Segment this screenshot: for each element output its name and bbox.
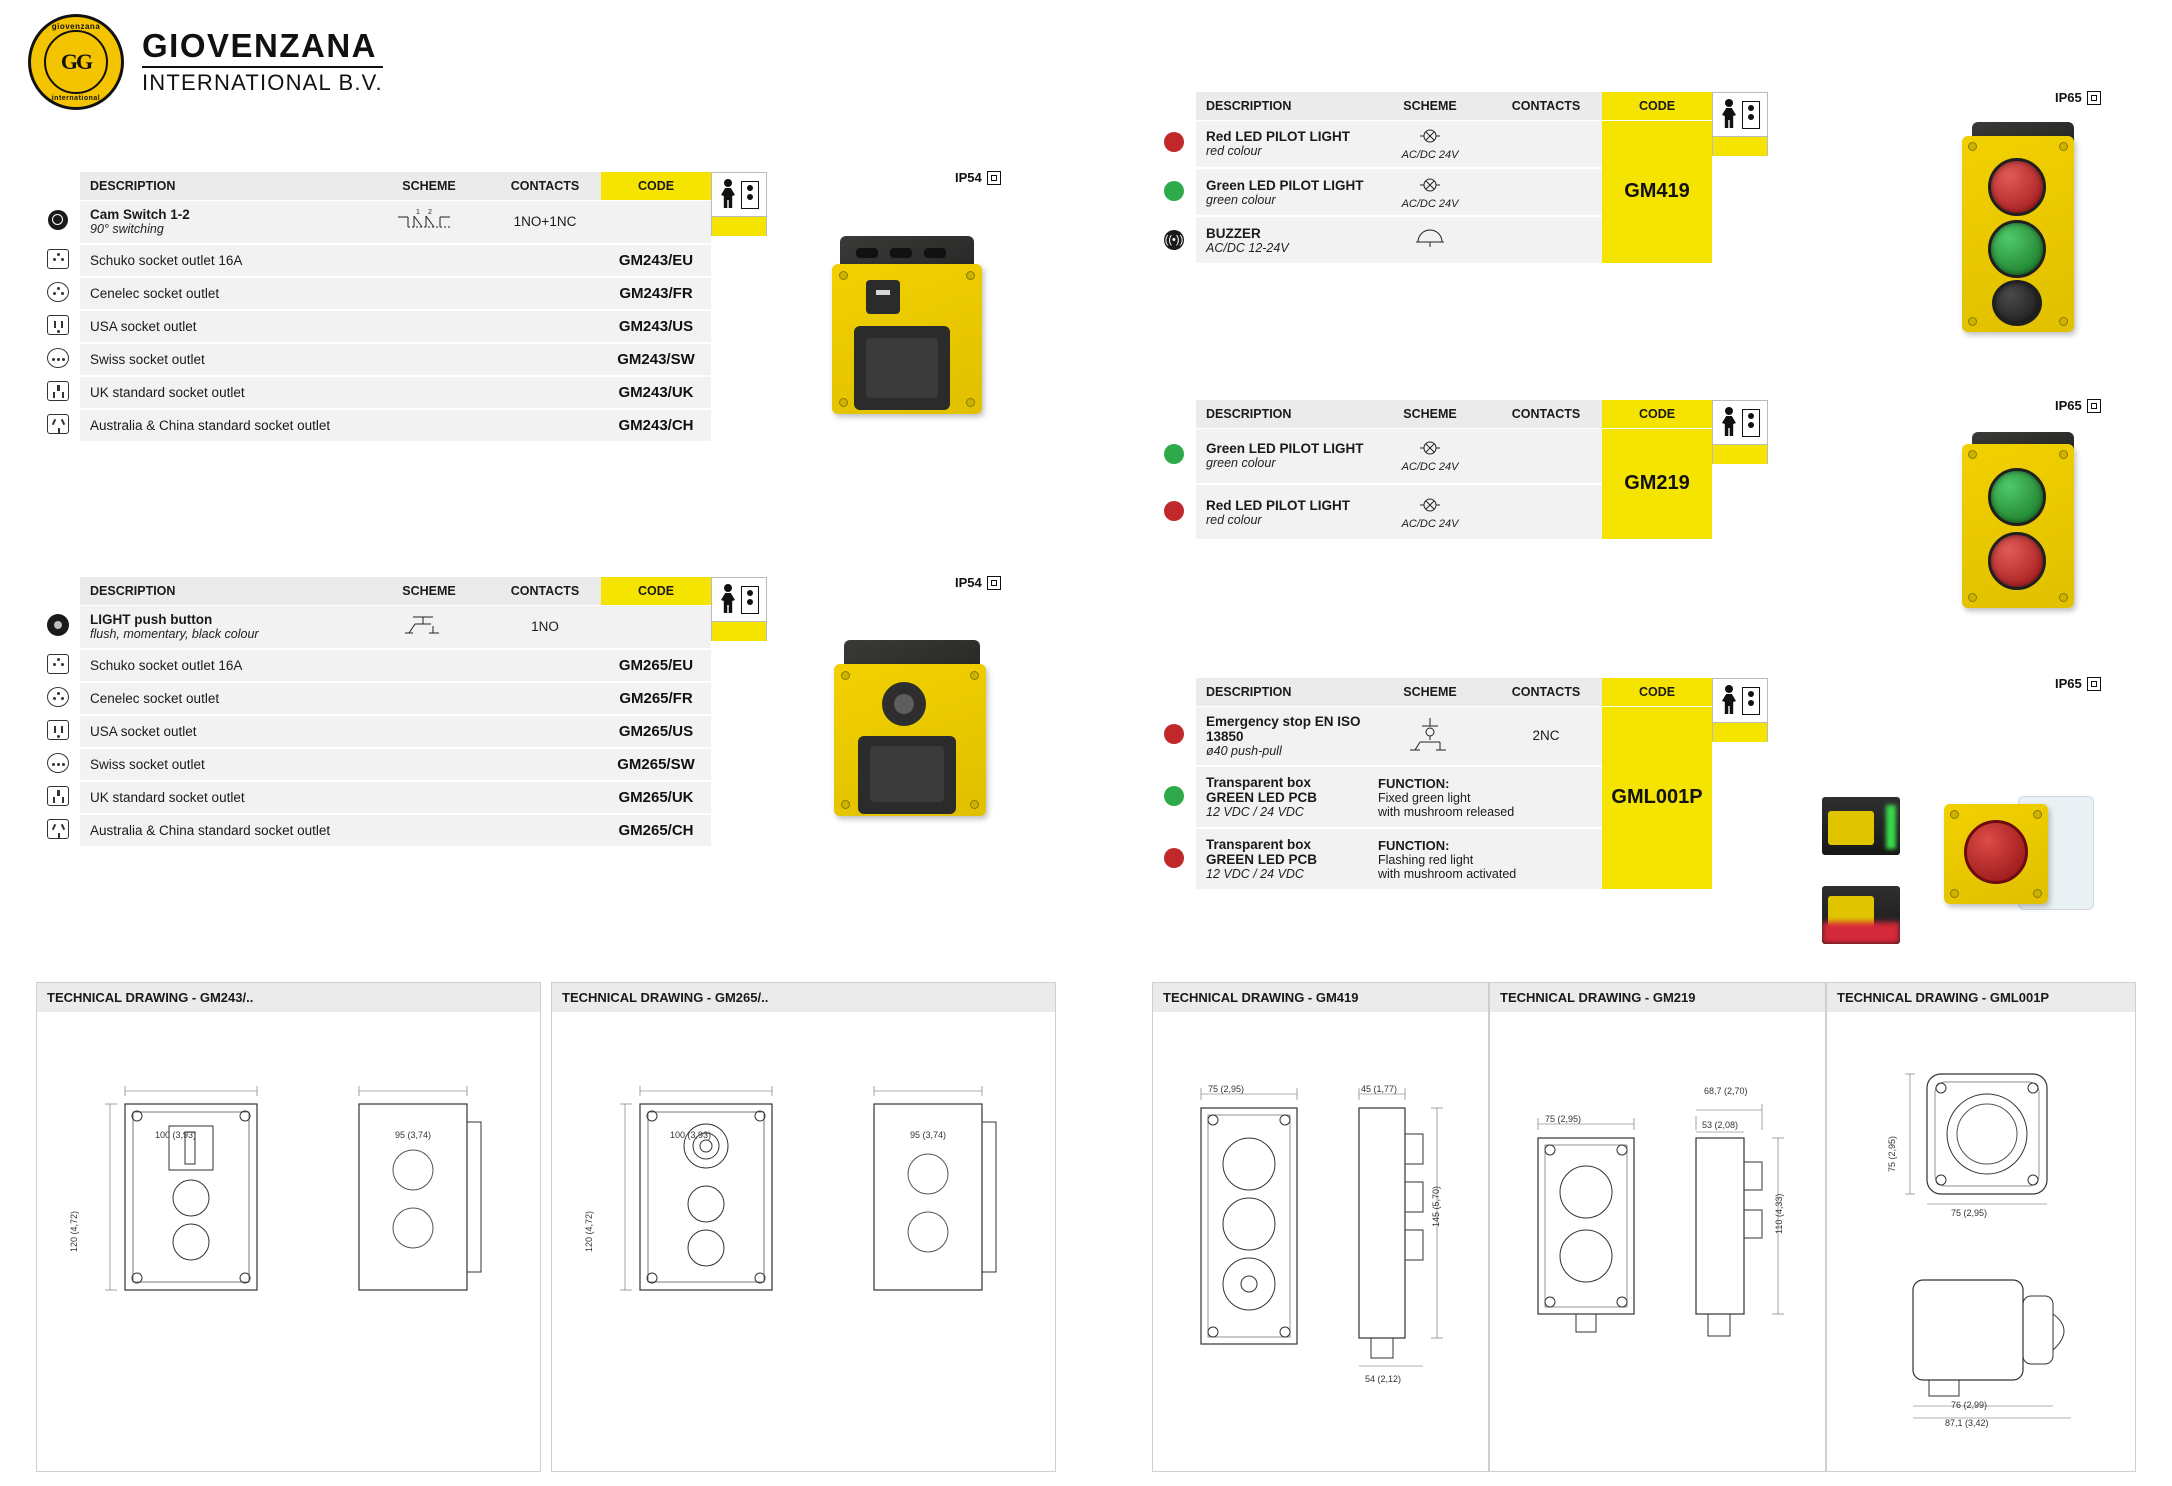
- header-spacer: [36, 172, 80, 200]
- schuko-socket-icon: [36, 244, 80, 277]
- scheme-empty: [369, 376, 489, 409]
- dim-height-front: 120 (4,72): [584, 1210, 594, 1252]
- dim-height-side: 110 (4,33): [1774, 1193, 1784, 1234]
- contacts-empty: [1490, 428, 1602, 484]
- cenelec-socket-icon: [36, 277, 80, 310]
- row-code: GM243/UK: [601, 376, 711, 409]
- row-description: Australia & China standard socket outlet: [80, 814, 369, 847]
- td-title: TECHNICAL DRAWING - GM419: [1153, 983, 1488, 1012]
- row-title: Emergency stop EN ISO 13850: [1206, 713, 1361, 744]
- row-description: Australia & China standard socket outlet: [80, 409, 369, 442]
- contacts-empty: [489, 814, 601, 847]
- logo-arc-bottom: international: [51, 95, 101, 102]
- contacts-empty: [489, 715, 601, 748]
- table-row: [36, 310, 711, 343]
- table-gm419: [1152, 92, 1712, 265]
- td-title: TECHNICAL DRAWING - GM265/..: [552, 983, 1055, 1012]
- dim-width-front: 75 (2,95): [1208, 1084, 1245, 1094]
- row-subtitle: 12 VDC / 24 VDC: [1206, 867, 1304, 881]
- row-code: GM243/EU: [601, 244, 711, 277]
- header-contacts: CONTACTS: [1490, 400, 1602, 428]
- swiss-socket-icon: [36, 343, 80, 376]
- dim-width-side: 95 (3,74): [910, 1130, 947, 1140]
- table-header-row: [36, 172, 711, 200]
- dim-height-front: 75 (2,95): [1887, 1135, 1897, 1172]
- lamp-symbol: [1370, 168, 1490, 216]
- row-contacts: 1NO: [489, 605, 601, 649]
- dim-width-side: 53 (2,08): [1702, 1120, 1739, 1130]
- header-scheme: SCHEME: [1370, 400, 1490, 428]
- technical-drawing-gml001p: [1826, 982, 2136, 1472]
- row-description: [1196, 120, 1370, 168]
- contacts-empty: [1490, 216, 1602, 264]
- table-row: [1152, 706, 1712, 766]
- contacts-empty: [489, 781, 601, 814]
- table-row: [36, 748, 711, 781]
- product-photo-gml001p: [1940, 790, 2100, 920]
- person-pictogram: [711, 577, 767, 641]
- row-title: Green LED PILOT LIGHT: [1206, 441, 1364, 457]
- row-title: Green LED PILOT LIGHT: [1206, 177, 1364, 193]
- red-dot-icon: [1152, 484, 1196, 540]
- enclosure-icon: [987, 576, 1001, 590]
- scheme-label: AC/DC 24V: [1401, 461, 1459, 474]
- dim-width-side: 45 (1,77): [1361, 1084, 1398, 1094]
- enclosure-icon: [2087, 399, 2101, 413]
- function-cell: [1370, 828, 1602, 890]
- buzzer-dot-icon: ((•)): [1152, 216, 1196, 264]
- technical-drawing-gm243: [36, 982, 541, 1472]
- row-description: UK standard socket outlet: [80, 781, 369, 814]
- function-line-2: with mushroom released: [1378, 804, 1515, 819]
- logo-divider: [142, 66, 383, 68]
- table-row: [36, 409, 711, 442]
- scheme-empty: [369, 781, 489, 814]
- row-code: GM265/CH: [601, 814, 711, 847]
- row-title-2: GREEN LED PCB: [1206, 790, 1318, 805]
- row-subtitle: 12 VDC / 24 VDC: [1206, 805, 1304, 819]
- product-photo-gm419: [1962, 122, 2086, 342]
- td-title: TECHNICAL DRAWING - GM219: [1490, 983, 1825, 1012]
- row-code-empty: [601, 605, 711, 649]
- scheme-empty: [369, 343, 489, 376]
- ip-rating-gm243: [955, 170, 1001, 185]
- header-description: DESCRIPTION: [1196, 92, 1370, 120]
- code-value: GML001P: [1611, 786, 1703, 809]
- au-cn-socket-icon: [36, 814, 80, 847]
- row-description: [80, 200, 369, 244]
- table-header-row: [1152, 92, 1712, 120]
- product-photo-gm243: [826, 236, 988, 434]
- row-description: [1196, 828, 1370, 890]
- row-title: Transparent box: [1206, 775, 1312, 790]
- dim-width-total: 68,7 (2,70): [1704, 1086, 1748, 1096]
- green-dot-icon: [1152, 766, 1196, 828]
- lamp-symbol: [1370, 120, 1490, 168]
- header-scheme: SCHEME: [1370, 92, 1490, 120]
- row-description: Swiss socket outlet: [80, 748, 369, 781]
- row-description: Cenelec socket outlet: [80, 277, 369, 310]
- header-spacer: [1152, 92, 1196, 120]
- contacts-empty: [489, 748, 601, 781]
- row-description: USA socket outlet: [80, 715, 369, 748]
- person-pictogram: [1712, 400, 1768, 464]
- company-logo: [28, 14, 383, 110]
- function-title: FUNCTION:: [1378, 775, 1450, 791]
- green-led-pcb-photo: [1822, 797, 1900, 855]
- cenelec-socket-icon: [36, 682, 80, 715]
- contacts-empty: [1490, 120, 1602, 168]
- row-code: GM265/EU: [601, 649, 711, 682]
- row-code: GM243/SW: [601, 343, 711, 376]
- row-code: GM265/US: [601, 715, 711, 748]
- lamp-symbol: [1370, 484, 1490, 540]
- logo-arc-top: giovenzana: [51, 22, 101, 31]
- table-row: [1152, 428, 1712, 484]
- product-photo-gm219: [1962, 432, 2086, 618]
- function-line-1: Fixed green light: [1378, 790, 1471, 805]
- row-description: Schuko socket outlet 16A: [80, 649, 369, 682]
- code-value: GM419: [1624, 180, 1690, 203]
- header-spacer: [1152, 400, 1196, 428]
- row-code: GM265/UK: [601, 781, 711, 814]
- ip-rating-gm219: [2055, 398, 2101, 413]
- header-description: DESCRIPTION: [1196, 678, 1370, 706]
- table-row: [36, 814, 711, 847]
- red-led-pcb-photo: [1822, 886, 1900, 944]
- cam-switch-icon: [36, 200, 80, 244]
- contacts-empty: [489, 376, 601, 409]
- red-dot-icon: [1152, 706, 1196, 766]
- dim-width-front: 100 (3,93): [155, 1130, 197, 1140]
- usa-socket-icon: [36, 715, 80, 748]
- ip-label: IP65: [2055, 676, 2082, 691]
- product-photo-gm265: [826, 640, 996, 900]
- ip-label: IP54: [955, 575, 982, 590]
- table-row: [1152, 120, 1712, 168]
- header-contacts: CONTACTS: [489, 577, 601, 605]
- row-code: GM265/FR: [601, 682, 711, 715]
- row-subtitle: AC/DC 12-24V: [1206, 240, 1289, 255]
- row-description: [1196, 428, 1370, 484]
- row-contacts: 2NC: [1490, 706, 1602, 766]
- ip-label: IP65: [2055, 398, 2082, 413]
- table-gm219: [1152, 400, 1712, 541]
- header-description: DESCRIPTION: [1196, 400, 1370, 428]
- table-row: [36, 343, 711, 376]
- scheme-empty: [369, 277, 489, 310]
- row-subtitle: red colour: [1206, 144, 1262, 159]
- table-header-row: [1152, 400, 1712, 428]
- dim-width-front: 75 (2,95): [1951, 1208, 1988, 1218]
- row-subtitle: ø40 push-pull: [1206, 743, 1282, 758]
- usa-socket-icon: [36, 310, 80, 343]
- header-code: CODE: [601, 172, 711, 200]
- row-description: UK standard socket outlet: [80, 376, 369, 409]
- table-row: [36, 715, 711, 748]
- red-dot-icon: [1152, 120, 1196, 168]
- contacts-empty: [489, 409, 601, 442]
- scheme-empty: [369, 748, 489, 781]
- scheme-label: AC/DC 24V: [1401, 197, 1459, 210]
- dim-depth-2: 87,1 (3,42): [1945, 1418, 1989, 1428]
- technical-drawing-gm219: [1489, 982, 1826, 1472]
- row-code: GM243/CH: [601, 409, 711, 442]
- header-contacts: CONTACTS: [1490, 678, 1602, 706]
- person-pictogram: [711, 172, 767, 236]
- scheme-symbol: [369, 605, 489, 649]
- contacts-empty: [1490, 168, 1602, 216]
- contacts-empty: [489, 244, 601, 277]
- dim-depth: 54 (2,12): [1365, 1374, 1402, 1384]
- ip-label: IP54: [955, 170, 982, 185]
- row-subtitle: flush, momentary, black colour: [90, 627, 259, 642]
- header-spacer: [36, 577, 80, 605]
- enclosure-icon: [2087, 677, 2101, 691]
- product-code-gml001p: [1602, 706, 1712, 890]
- row-code: GM243/FR: [601, 277, 711, 310]
- svg-text:1: 1: [416, 209, 420, 217]
- svg-text:2: 2: [428, 209, 432, 217]
- table-row: [36, 277, 711, 310]
- ip-rating-gml001p: [2055, 676, 2101, 691]
- header-spacer: [1152, 678, 1196, 706]
- product-code-gm419: [1602, 120, 1712, 264]
- scheme-empty: [369, 409, 489, 442]
- row-subtitle: 90° switching: [90, 222, 164, 237]
- scheme-empty: [369, 244, 489, 277]
- contacts-empty: [489, 343, 601, 376]
- schuko-socket-icon: [36, 649, 80, 682]
- red-dot-icon: [1152, 828, 1196, 890]
- brand-subtitle: INTERNATIONAL B.V.: [142, 69, 383, 95]
- header-code: CODE: [1602, 678, 1712, 706]
- technical-drawing-gm265: [551, 982, 1056, 1472]
- header-scheme: SCHEME: [369, 172, 489, 200]
- uk-socket-icon: [36, 376, 80, 409]
- dim-height-side: 145 (5,70): [1431, 1185, 1441, 1227]
- header-contacts: CONTACTS: [489, 172, 601, 200]
- table-row: [36, 244, 711, 277]
- header-code: CODE: [1602, 400, 1712, 428]
- scheme-label: AC/DC 24V: [1401, 517, 1459, 530]
- estop-symbol: [1370, 706, 1490, 766]
- table-gm243: [36, 172, 711, 443]
- header-code: CODE: [1602, 92, 1712, 120]
- table-row: [36, 649, 711, 682]
- au-cn-socket-icon: [36, 409, 80, 442]
- logo-initials: GG: [44, 30, 108, 94]
- row-description: Schuko socket outlet 16A: [80, 244, 369, 277]
- td-title: TECHNICAL DRAWING - GML001P: [1827, 983, 2135, 1012]
- brand-name: GIOVENZANA: [142, 27, 378, 65]
- dim-width-side: 95 (3,74): [395, 1130, 432, 1140]
- table-row: [36, 781, 711, 814]
- contacts-empty: [489, 682, 601, 715]
- row-description: [1196, 216, 1370, 264]
- person-pictogram: [1712, 92, 1768, 156]
- row-description: [1196, 484, 1370, 540]
- row-description: [1196, 168, 1370, 216]
- header-scheme: SCHEME: [1370, 678, 1490, 706]
- contacts-empty: [489, 277, 601, 310]
- table-gml001p: [1152, 678, 1712, 891]
- dim-width-front: 75 (2,95): [1545, 1114, 1582, 1124]
- function-cell: [1370, 766, 1602, 828]
- row-subtitle: green colour: [1206, 456, 1276, 471]
- table-header-row: [36, 577, 711, 605]
- scheme-empty: [369, 649, 489, 682]
- code-value: GM219: [1624, 472, 1690, 495]
- row-description: [1196, 706, 1370, 766]
- row-description: USA socket outlet: [80, 310, 369, 343]
- table-header-row: [1152, 678, 1712, 706]
- buzzer-symbol: [1370, 216, 1490, 264]
- table-row: [36, 605, 711, 649]
- scheme-empty: [369, 715, 489, 748]
- function-line-2: with mushroom activated: [1378, 866, 1517, 881]
- product-code-gm219: [1602, 428, 1712, 540]
- enclosure-icon: [987, 171, 1001, 185]
- green-dot-icon: [1152, 168, 1196, 216]
- dim-height-front: 120 (4,72): [69, 1210, 79, 1252]
- scheme-empty: [369, 310, 489, 343]
- contacts-empty: [1490, 484, 1602, 540]
- table-row: [36, 200, 711, 244]
- person-pictogram: [1712, 678, 1768, 742]
- table-gm265: [36, 577, 711, 848]
- scheme-label: AC/DC 24V: [1401, 149, 1459, 162]
- row-title: Red LED PILOT LIGHT: [1206, 129, 1350, 145]
- scheme-empty: [369, 682, 489, 715]
- contacts-empty: [489, 649, 601, 682]
- logo-wordmark: [142, 29, 383, 95]
- td-title: TECHNICAL DRAWING - GM243/..: [37, 983, 540, 1012]
- row-code: GM265/SW: [601, 748, 711, 781]
- table-row: [36, 376, 711, 409]
- table-row: [36, 682, 711, 715]
- ip-rating-gm265: [955, 575, 1001, 590]
- row-title: Transparent box: [1206, 837, 1312, 852]
- scheme-symbol: [369, 200, 489, 244]
- row-title: BUZZER: [1206, 225, 1261, 241]
- row-code: GM243/US: [601, 310, 711, 343]
- header-code: CODE: [601, 577, 711, 605]
- enclosure-icon: [2087, 91, 2101, 105]
- function-line-1: Flashing red light: [1378, 852, 1474, 867]
- uk-socket-icon: [36, 781, 80, 814]
- header-contacts: CONTACTS: [1490, 92, 1602, 120]
- header-scheme: SCHEME: [369, 577, 489, 605]
- row-description: [1196, 766, 1370, 828]
- dim-width-front: 100 (3,93): [670, 1130, 712, 1140]
- logo-mark-icon: [28, 14, 124, 110]
- row-title-2: GREEN LED PCB: [1206, 852, 1318, 867]
- function-title: FUNCTION:: [1378, 837, 1450, 853]
- lamp-symbol: [1370, 428, 1490, 484]
- row-title: Red LED PILOT LIGHT: [1206, 497, 1350, 513]
- dim-depth-1: 76 (2,99): [1951, 1400, 1988, 1410]
- ip-rating-gm419: [2055, 90, 2101, 105]
- green-dot-icon: [1152, 428, 1196, 484]
- header-description: DESCRIPTION: [80, 172, 369, 200]
- row-title: LIGHT push button: [90, 612, 213, 628]
- technical-drawing-gm419: [1152, 982, 1489, 1472]
- row-description: [80, 605, 369, 649]
- scheme-empty: [369, 814, 489, 847]
- header-description: DESCRIPTION: [80, 577, 369, 605]
- row-subtitle: green colour: [1206, 192, 1276, 207]
- row-description: Swiss socket outlet: [80, 343, 369, 376]
- push-button-icon: [36, 605, 80, 649]
- row-subtitle: red colour: [1206, 512, 1262, 527]
- row-title: Cam Switch 1-2: [90, 207, 190, 223]
- row-code-empty: [601, 200, 711, 244]
- row-description: Cenelec socket outlet: [80, 682, 369, 715]
- ip-label: IP65: [2055, 90, 2082, 105]
- row-contacts: 1NO+1NC: [489, 200, 601, 244]
- swiss-socket-icon: [36, 748, 80, 781]
- contacts-empty: [489, 310, 601, 343]
